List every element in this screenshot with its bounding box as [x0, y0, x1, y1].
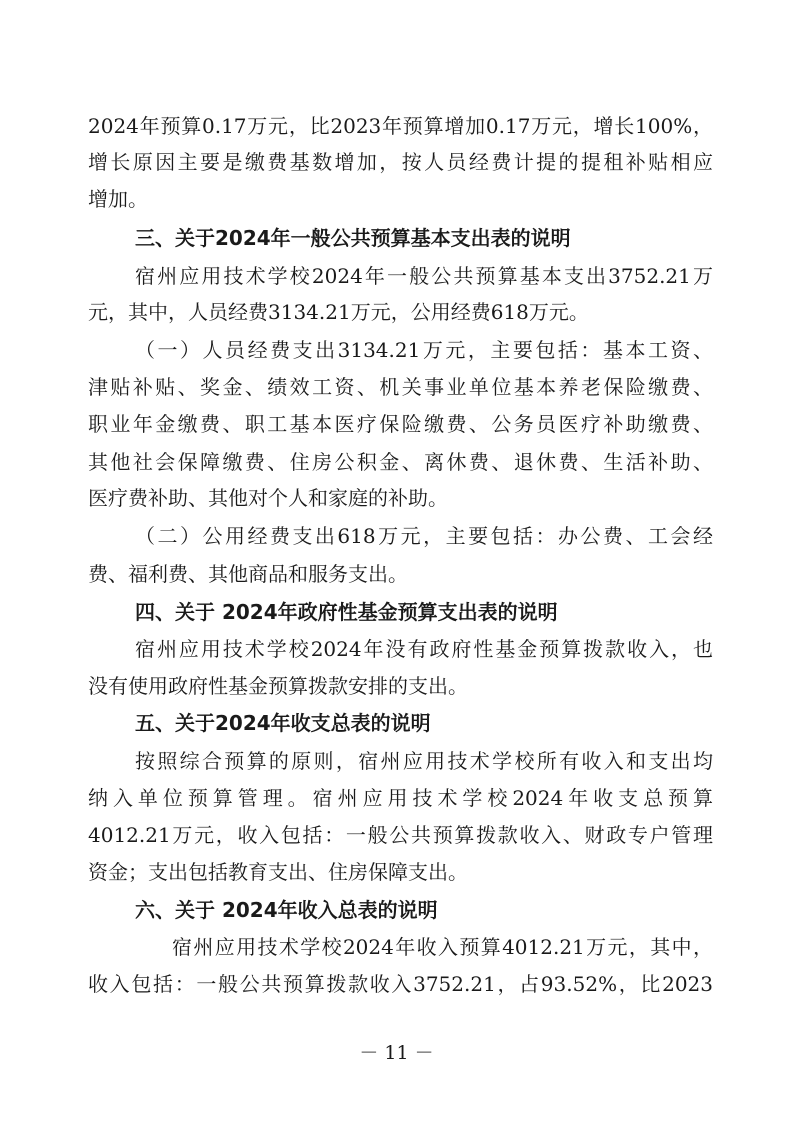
- paragraph-line: 纳入单位预算管理。宿州应用技术学校2024年收支总预算: [88, 786, 713, 810]
- paragraph-line: 其他社会保障缴费、住房公积金、离休费、退休费、生活补助、: [88, 450, 713, 474]
- paragraph-line: 增长原因主要是缴费基数增加，按人员经费计提的提租补贴相应: [88, 150, 713, 174]
- paragraph-line: 宿州应用技术学校2024年没有政府性基金预算拨款收入，也: [135, 637, 713, 661]
- page-number: － 11 －: [359, 1042, 434, 1064]
- paragraph-line: 4012.21万元，收入包括：一般公共预算拨款收入、财政专户管理: [88, 823, 713, 847]
- section-heading-4: 四、关于 2024年政府性基金预算支出表的说明: [135, 600, 558, 624]
- section-heading-3: 三、关于2024年一般公共预算基本支出表的说明: [135, 226, 571, 250]
- paragraph-line: 宿州应用技术学校2024年一般公共预算基本支出3752.21万: [135, 264, 713, 288]
- paragraph-line: 元，其中，人员经费3134.21万元，公用经费618万元。: [88, 300, 589, 324]
- paragraph-line: 职业年金缴费、职工基本医疗保险缴费、公务员医疗补助缴费、: [88, 412, 713, 436]
- paragraph-line: 津贴补贴、奖金、绩效工资、机关事业单位基本养老保险缴费、: [88, 375, 713, 399]
- paragraph-line: 收入包括：一般公共预算拨款收入3752.21，占93.52%，比2023: [88, 972, 713, 996]
- paragraph-line: 2024年预算0.17万元，比2023年预算增加0.17万元，增长100%，: [88, 114, 713, 138]
- paragraph-line: 增加。: [88, 187, 148, 211]
- paragraph-line: 宿州应用技术学校2024年收入预算4012.21万元，其中，: [172, 935, 713, 959]
- paragraph-line: 资金；支出包括教育支出、住房保障支出。: [88, 860, 468, 884]
- section-heading-5: 五、关于2024年收支总表的说明: [135, 711, 431, 735]
- paragraph-line: （一）人员经费支出3134.21万元，主要包括：基本工资、: [135, 338, 713, 362]
- section-heading-6: 六、关于 2024年收入总表的说明: [135, 898, 438, 922]
- paragraph-line: 没有使用政府性基金预算拨款安排的支出。: [88, 674, 468, 698]
- paragraph-line: 医疗费补助、其他对个人和家庭的补助。: [88, 486, 448, 510]
- paragraph-line: 费、福利费、其他商品和服务支出。: [88, 562, 408, 586]
- paragraph-line: （二）公用经费支出618万元，主要包括：办公费、工会经: [135, 524, 713, 548]
- paragraph-line: 按照综合预算的原则，宿州应用技术学校所有收入和支出均: [135, 749, 713, 773]
